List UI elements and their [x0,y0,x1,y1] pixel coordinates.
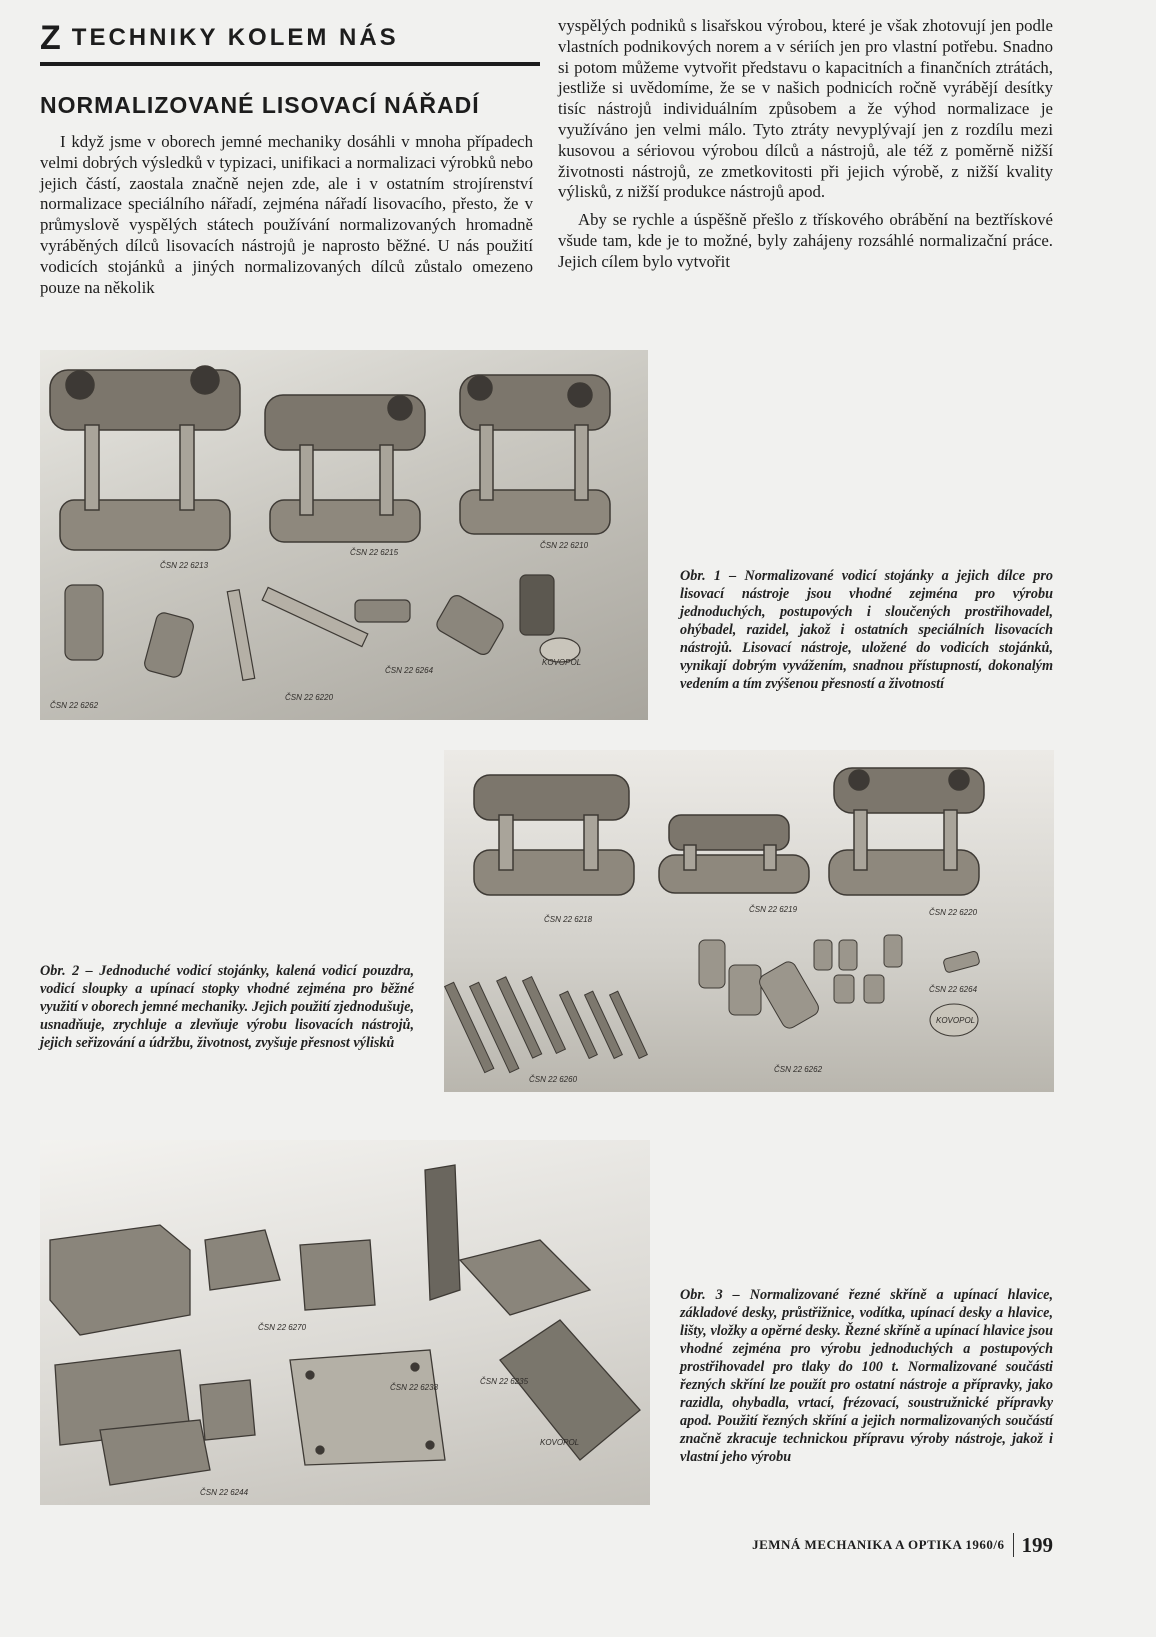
article-right-column [558,16,1053,273]
section-title: TECHNIKY KOLEM NÁS [71,24,399,51]
logo-text: KOVOPOL [936,1016,976,1025]
caption-text: Obr. 2 – Jednoduché vodicí stojánky, kalená vodicí pouzdra, vodicí sloupky a upínací stopky vhodné zejména pro běžné využití v oborech jemné mechaniky. Jejich použití zjednodušuje, usnadňuje, zrychluje a zlevňuje výrobu lisovacích nástrojů, jejich seřizování a údržbu, životnost, zvyšuje přesnost výlisků [40,963,414,1051]
figure-1-photo [40,350,648,720]
figure-label: ČSN 22 6238 [390,1383,439,1392]
figure-label: ČSN 22 6218 [544,915,593,924]
figure-label: ČSN 22 6215 [350,548,399,557]
article-paragraph: Aby se rychle a úspěšně přešlo z třískového obrábění na beztřískové všude tam, kde je to možné, byly zahájeny rozsáhlé normalizační práce. Jejich cílem bylo vytvořit [558,210,1053,271]
figure-label: ČSN 22 6262 [50,701,99,710]
die-block-illustration [50,1165,640,1485]
figure-label: ČSN 22 6220 [929,908,978,917]
die-set-illustration [50,366,610,550]
figure-label: ČSN 22 6260 [529,1075,578,1084]
article-paragraph: vyspělých podniků s lisařskou výrobou, které je však zhotovují jen podle vlastních podnikových norem a v sériích jen pro vlastní potřebu. Snadno si potom můžeme vytvořit představu o kapacitních a finančních ztrátách, jestliže si uvědomíme, že se v našich podnicích ročně vyrábějí desítky tisíc nástrojů individuálním způsobem a že výhod normalizace je využíváno jen velmi málo. Tyto ztráty nevyplývají jen z rozdílu mezi kusovou a sériovou výrobou dílců a nástrojů, ale též z poměrně nižší životnosti nástrojů, ze zmetkovitosti při jejich výrobě, z nižší kvality výlisků, z nižší produkce nástrojů apod. [558,16,1053,202]
caption-text: Obr. 3 – Normalizované řezné skříně a upínací hlavice, základové desky, průstřižnice, vodítka, upínací desky a hlavice, lišty, vložky a opěrné desky. Řezné skříně a upínací hlavice jsou vhodné zejména pro výrobu jednoduchých a postupových prostřihovadel pro tlaky do 100 t. Normalizované součásti řezných skříní lze použít pro ostatní nástroje a přípravky, jako razidla, ohybadla, vrtací, frézovací, soustružnické přípravky apod. Použití řezných skříní a jejich normalizovaných součástí značně zkracuje technickou přípravu výroby nástroje, jakož i vlastní jeho výrobu [680,1287,1053,1465]
page-number: 199 [1021,1532,1053,1557]
figure-label: ČSN 22 6264 [385,666,434,675]
figure-label: ČSN 22 6264 [929,985,978,994]
caption-text: Obr. 1 – Normalizované vodicí stojánky a jejich dílce pro lisovací nástroje jsou vhodné zejména pro výrobu jednoduchých, postupových i sloučených prostřihovadel, ohýbadel, razidel, jakož i ostatních speciálních lisovacích nástrojů. Lisovací nástroje, uložené do vodicích stojánků, vynikají dobrým vyvážením, snadnou přístupností, dokonalým vedením a tím zvýšenou přesností a životností [680,568,1053,692]
page-footer [735,1530,1053,1560]
article-left-column [40,132,533,298]
logo-text: KOVOPOL [542,658,582,667]
article-paragraph: I když jsme v oborech jemné mechaniky dosáhli v mnoha případech velmi dobrých výsledků v typizaci, unifikaci a normalizaci výrobků nebo jejich částí, zaostala značně nejen zde, ale i v ostatním strojírenství normalizace speciálního nářadí, zejména nářadí lisovacího, přesto, že v průmyslově vyspělých státech používání normalizovaných hromadně vyráběných dílců lisovacích nástrojů je naprosto běžné. U nás použití vodicích stojánků a jiných normalizovaných dílců zůstalo omezeno pouze na několik [40,132,533,297]
logo-text: KOVOPOL [540,1438,580,1447]
figure-3-photo [40,1140,650,1505]
figure-label: ČSN 22 6213 [160,561,209,570]
figure-label: ČSN 22 6235 [480,1377,529,1386]
section-letter: Z [40,19,62,57]
section-header [40,18,540,66]
figure-1-caption [680,567,1053,693]
figure-label: ČSN 22 6262 [774,1065,823,1074]
figure-label: ČSN 22 6244 [200,1488,249,1497]
figure-2-caption [40,962,414,1052]
guide-parts-illustration [65,575,580,680]
journal-name: JEMNÁ MECHANIKA A OPTIKA 1960/6 [752,1533,1013,1557]
die-set-illustration [474,768,984,895]
guide-parts-illustration [445,935,981,1073]
figure-label: ČSN 22 6219 [749,905,798,914]
figure-label: ČSN 22 6270 [258,1323,307,1332]
figure-3-caption [680,1286,1053,1466]
figure-label: ČSN 22 6220 [285,693,334,702]
figure-label: ČSN 22 6210 [540,541,589,550]
article-title: NORMALIZOVANÉ LISOVACÍ NÁŘADÍ [40,92,480,118]
figure-2-photo [444,750,1054,1092]
